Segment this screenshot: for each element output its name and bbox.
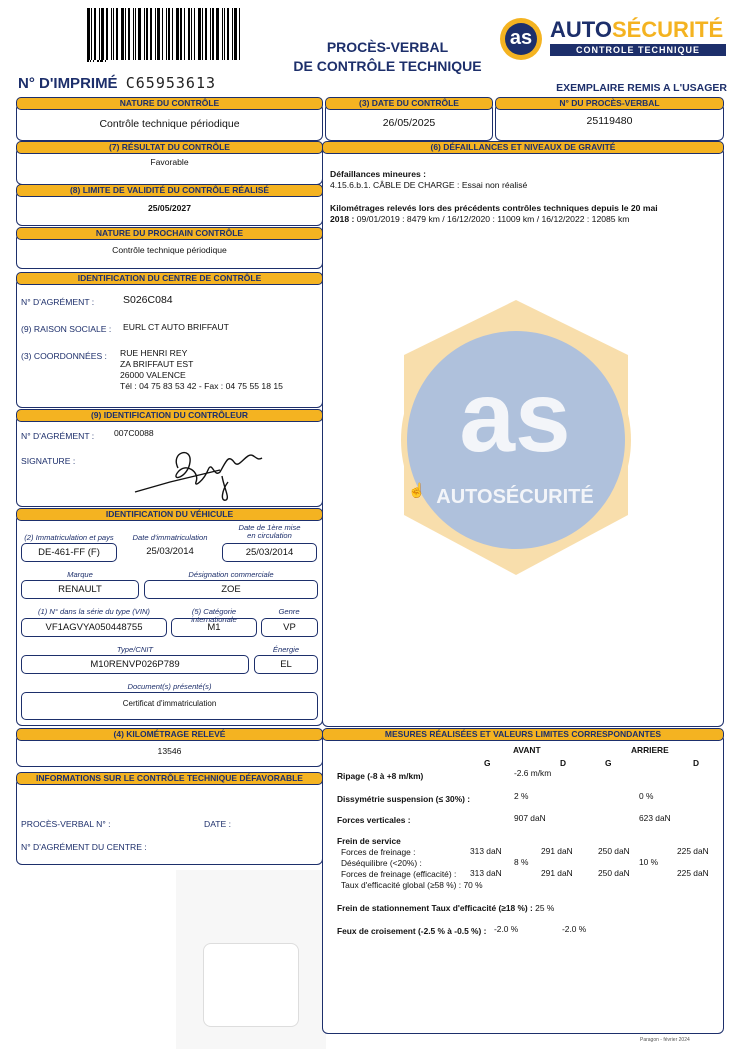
designation-field: ZOE — [144, 580, 318, 599]
vehicule-header: IDENTIFICATION DU VÉHICULE — [16, 508, 323, 521]
date-immat-caption: Date d'immatriculation — [132, 533, 208, 542]
barcode-bar — [191, 8, 192, 60]
designation-caption: Désignation commerciale — [188, 570, 274, 579]
mineure-item: 4.15.6.b.1. CÂBLE DE CHARGE : Essai non réalisé — [330, 180, 528, 190]
pv-value: 25119480 — [586, 115, 633, 127]
barcode-bar — [138, 8, 141, 60]
prochain-header: NATURE DU PROCHAIN CONTRÔLE — [16, 227, 323, 240]
watermark-text: AUTOSÉCURITÉ — [436, 486, 594, 508]
barcode-bar — [212, 8, 214, 60]
marque-field: RENAULT — [21, 580, 139, 599]
barcode-bar — [202, 8, 203, 60]
prochain-value: Contrôle technique périodique — [112, 245, 227, 255]
brand-logo — [500, 18, 730, 60]
barcode-bar — [224, 8, 225, 60]
ripage-value: -2.6 m/km — [514, 768, 552, 778]
energie-caption: Énergie — [272, 645, 300, 654]
watermark-mark: as — [459, 361, 571, 473]
imprime-value: C65953613 — [125, 74, 217, 92]
nature-value: Contrôle technique périodique — [99, 118, 240, 130]
stationnement — [337, 903, 554, 913]
controleur-agrement-label: N° D'AGRÉMENT : — [21, 431, 95, 441]
categorie-field: M1 — [171, 618, 257, 637]
pv-header: N° DU PROCÈS-VERBAL — [495, 97, 724, 110]
brand-auto: AUTO — [550, 17, 612, 42]
km-values: 09/01/2019 : 8479 km / 16/12/2020 : 11009 km / 16/12/2022 : 12085 km — [354, 214, 630, 224]
date-mise-field: 25/03/2014 — [222, 543, 317, 562]
signature-label: SIGNATURE : — [21, 456, 76, 466]
stamp-window — [203, 943, 299, 1027]
barcode-bar — [180, 8, 182, 60]
brand-tagline: CONTROLE TECHNIQUE — [550, 44, 726, 56]
barcode-bar — [166, 8, 167, 60]
barcode-bar — [93, 60, 94, 62]
mesures-header: MESURES RÉALISÉES ET VALEURS LIMITES CORRESPONDANTES — [322, 728, 724, 741]
stationnement-label: Frein de stationnement Taux d'efficacité (≥18 %) : — [337, 903, 533, 913]
frein-service-label: Frein de service — [337, 836, 401, 846]
barcode-bar — [157, 8, 160, 60]
fe-ar-g: 250 daN — [598, 868, 630, 878]
barcode-bar — [87, 60, 89, 62]
controleur-header: (9) IDENTIFICATION DU CONTRÔLEUR — [16, 409, 323, 422]
barcode-bar — [125, 8, 126, 60]
ff-av-g: 313 daN — [470, 846, 502, 856]
genre-field: VP — [261, 618, 318, 637]
barcode-bar — [227, 8, 229, 60]
barcode-bar — [100, 60, 103, 62]
imprime-number — [18, 74, 216, 92]
taux-global — [341, 880, 483, 890]
date-immat-field: 25/03/2014 — [146, 546, 194, 557]
barcode-bar — [172, 8, 173, 60]
barcode-bar — [106, 8, 108, 60]
resultat-header: (7) RÉSULTAT DU CONTRÔLE — [16, 141, 323, 154]
barcode-bar — [194, 8, 195, 60]
fe-av-g: 313 daN — [470, 868, 502, 878]
defavorable-pv-label: PROCÈS-VERBAL N° : — [21, 819, 111, 829]
immat-caption: (2) Immatriculation et pays — [24, 533, 114, 542]
barcode-bar — [97, 60, 99, 62]
centre-addr1: RUE HENRI REY — [120, 348, 188, 358]
barcode-bar — [176, 8, 179, 60]
col-arriere: ARRIERE — [631, 745, 669, 755]
ff-ar-g: 250 daN — [598, 846, 630, 856]
barcode-bar — [155, 8, 156, 60]
centre-tel: Tél : 04 75 83 53 42 - Fax : 04 75 55 18 15 — [120, 381, 283, 391]
barcode — [87, 8, 245, 62]
fe-ar-d: 225 daN — [677, 868, 709, 878]
forces-vert-label: Forces verticales : — [337, 815, 411, 825]
dissym-label: Dissymétrie suspension (≤ 30%) : — [337, 794, 471, 804]
barcode-bar — [216, 8, 219, 60]
barcode-bar — [99, 8, 100, 60]
page-title — [280, 38, 495, 76]
kilometrage-value: 13546 — [157, 746, 182, 756]
centre-raison-label: (9) RAISON SOCIALE : — [21, 324, 112, 334]
desequilibre-label: Déséquilibre (<20%) : — [341, 858, 422, 868]
centre-address — [120, 348, 283, 392]
barcode-bar — [168, 8, 170, 60]
barcode-bar — [198, 8, 201, 60]
signature-image — [130, 432, 270, 502]
km-history — [330, 203, 720, 225]
logo-mark-inner: as — [505, 23, 537, 55]
taux-global-value: 70 % — [463, 880, 483, 890]
barcode-bar — [101, 8, 104, 60]
barcode-bar — [113, 8, 114, 60]
barcode-bar — [135, 8, 136, 60]
deseq-av: 8 % — [514, 857, 529, 867]
documents-field: Certificat d'immatriculation — [21, 692, 318, 720]
controleur-agrement-value: 007C0088 — [114, 428, 154, 438]
barcode-bar — [188, 8, 190, 60]
stationnement-value: 25 % — [535, 903, 555, 913]
exemplaire-label: EXEMPLAIRE REMIS A L'USAGER — [556, 82, 727, 94]
barcode-bar — [94, 8, 96, 60]
forces-vert-ar: 623 daN — [639, 813, 671, 823]
col-avant: AVANT — [513, 745, 541, 755]
barcode-bar — [133, 8, 134, 60]
type-field: M10RENVP026P789 — [21, 655, 249, 674]
col-avant-d: D — [560, 758, 567, 768]
resultat-value: Favorable — [150, 157, 189, 167]
kilometrage-header: (4) KILOMÉTRAGE RELEVÉ — [16, 728, 323, 741]
croisement-d: -2.0 % — [562, 924, 587, 934]
taux-global-label: Taux d'efficacité global (≥58 %) : — [341, 880, 462, 890]
vin-caption: (1) N° dans la série du type (VIN) — [38, 607, 150, 616]
marque-caption: Marque — [67, 570, 93, 579]
forces-freinage-label: Forces de freinage : — [341, 847, 416, 857]
title-line2: DE CONTRÔLE TECHNIQUE — [293, 58, 482, 74]
barcode-bar — [91, 8, 92, 60]
date-header: (3) DATE DU CONTRÔLE — [325, 97, 493, 110]
centre-coord-label: (3) COORDONNÉES : — [21, 351, 107, 361]
dissym-ar: 0 % — [639, 791, 654, 801]
date-mise-caption-2: en circulation — [247, 531, 292, 540]
defavorable-agrement-label: N° D'AGRÉMENT DU CENTRE : — [21, 842, 147, 852]
fe-av-d: 291 daN — [541, 868, 573, 878]
ff-ar-d: 225 daN — [677, 846, 709, 856]
defavorable-header: INFORMATIONS SUR LE CONTRÔLE TECHNIQUE DÉFAVORABLE — [16, 772, 323, 785]
type-caption: Type/CNIT — [116, 645, 154, 654]
forces-eff-label: Forces de freinage (efficacité) : — [341, 869, 457, 879]
col-arriere-g: G — [605, 758, 612, 768]
barcode-bar — [232, 8, 233, 60]
centre-addr2: ZA BRIFFAUT EST — [120, 359, 194, 369]
footer-ref: Paragon - février 2024 — [640, 1037, 690, 1043]
date-mise-caption — [222, 524, 317, 540]
barcode-bar — [144, 8, 145, 60]
energie-field: EL — [254, 655, 318, 674]
barcode-bar — [128, 8, 130, 60]
date-mise-caption-1: Date de 1ère mise — [238, 523, 301, 532]
barcode-bar — [184, 8, 185, 60]
centre-header: IDENTIFICATION DU CENTRE DE CONTRÔLE — [16, 272, 323, 285]
forces-vert-av: 907 daN — [514, 813, 546, 823]
barcode-bar — [146, 8, 148, 60]
barcode-bar — [234, 8, 237, 60]
barcode-bar — [162, 8, 163, 60]
km-line — [330, 214, 720, 225]
ff-av-d: 291 daN — [541, 846, 573, 856]
centre-agrement-value: S026C084 — [123, 294, 173, 306]
km-year: 2018 : — [330, 214, 355, 224]
barcode-bar — [105, 60, 106, 62]
km-title: Kilométrages relevés lors des précédents contrôles techniques depuis le 20 mai — [330, 203, 658, 213]
deseq-ar: 10 % — [639, 857, 659, 867]
date-value: 26/05/2025 — [382, 117, 436, 129]
barcode-bar — [111, 8, 112, 60]
dissym-av: 2 % — [514, 791, 529, 801]
brand-name — [550, 18, 723, 42]
ripage-label: Ripage (-8 à +8 m/km) — [337, 771, 424, 781]
documents-caption: Document(s) présenté(s) — [127, 682, 212, 691]
categorie-caption: (5) Catégorie internationale — [191, 607, 237, 624]
croisement-g: -2.0 % — [494, 924, 519, 934]
barcode-bar — [205, 8, 207, 60]
barcode-bar — [90, 60, 91, 62]
defaillances-header: (6) DÉFAILLANCES ET NIVEAUX DE GRAVITÉ — [322, 141, 724, 154]
centre-agrement-label: N° D'AGRÉMENT : — [21, 297, 95, 307]
barcode-bar — [150, 8, 152, 60]
barcode-bar — [222, 8, 223, 60]
barcode-bar — [87, 8, 90, 60]
imprime-label: N° D'IMPRIMÉ — [18, 75, 118, 92]
brand-securite: SÉCURITÉ — [611, 17, 724, 42]
limite-value: 25/05/2027 — [147, 203, 191, 213]
croisement-label: Feux de croisement (-2.5 % à -0.5 %) : — [337, 926, 487, 936]
vin-field: VF1AGVYA050448755 — [21, 618, 167, 637]
nature-header: NATURE DU CONTRÔLE — [16, 97, 323, 110]
genre-caption: Genre — [278, 607, 300, 616]
title-line1: PROCÈS-VERBAL — [326, 39, 449, 55]
defavorable-date-label: DATE : — [204, 819, 232, 829]
centre-addr3: 26000 VALENCE — [120, 370, 186, 380]
limite-header: (8) LIMITE DE VALIDITÉ DU CONTRÔLE RÉALISÉ — [16, 184, 323, 197]
barcode-bar — [121, 8, 124, 60]
col-avant-g: G — [484, 758, 491, 768]
mineures-title: Défaillances mineures : — [330, 169, 427, 179]
hand-cursor-icon: ☝ — [408, 482, 426, 498]
col-arriere-d: D — [693, 758, 700, 768]
barcode-bar — [239, 8, 240, 60]
barcode-bar — [116, 8, 118, 60]
immat-field: DE-461-FF (F) — [21, 543, 117, 562]
centre-raison-value: EURL CT AUTO BRIFFAUT — [123, 322, 229, 332]
barcode-bar — [210, 8, 211, 60]
